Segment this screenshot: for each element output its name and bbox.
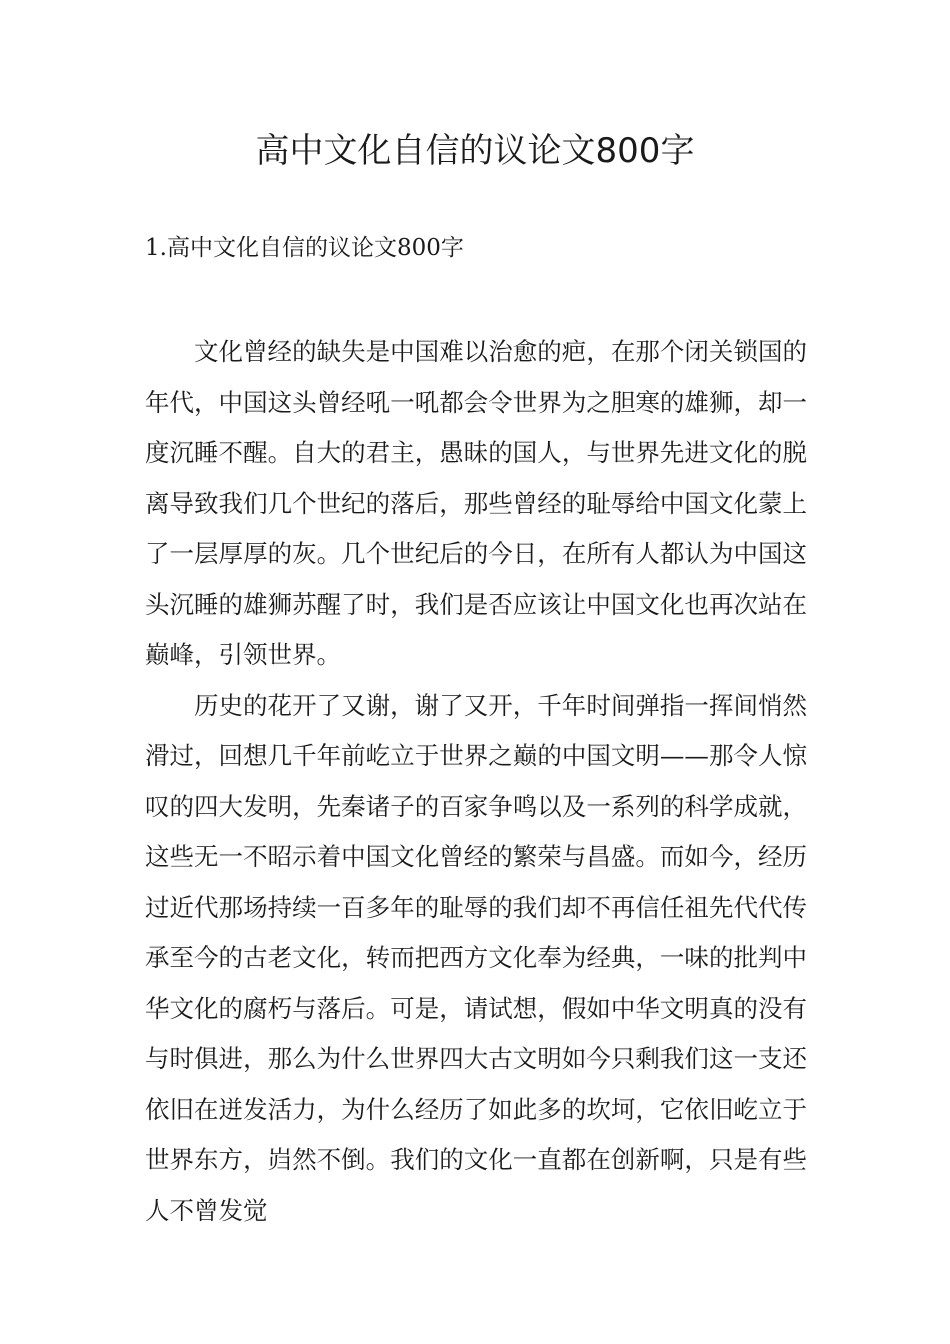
paragraph-1: 文化曾经的缺失是中国难以治愈的疤，在那个闭关锁国的年代，中国这头曾经吼一吼都会令世界为之胆寒的雄狮，却一度沉睡不醒。自大的君主，愚昧的国人，与世界先进文化的脱离导致我们几个世纪的落后，那些曾经的耻辱给中国文化蒙上了一层厚厚的灰。几个世纪后的今日，在所有人都认为中国这头沉睡的雄狮苏醒了时，我们是否应该让中国文化也再次站在巅峰，引领世界。 [145,337,807,669]
paragraph-2: 历史的花开了又谢，谢了又开，千年时间弹指一挥间悄然滑过，回想几千年前屹立于世界之巅的中国文明——那令人惊叹的四大发明，先秦诸子的百家争鸣以及一系列的科学成就，这些无一不昭示着中国文化曾经的繁荣与昌盛。而如今，经历过近代那场持续一百多年的耻辱的我们却不再信任祖先代代传承至今的古老文化，转而把西方文化奉为经典，一味的批判中华文化的腐朽与落后。可是，请试想，假如中华文明真的没有与时俱进，那么为什么世界四大古文明如今只剩我们这一支还依旧在迸发活力，为什么经历了如此多的坎坷，它依旧屹立于世界东方，岿然不倒。我们的文化一直都在创新啊，只是有些人不曾发觉 [145,690,807,1225]
document-title: 高中文化自信的议论文800字 [255,131,695,171]
document-body [145,327,807,1236]
section-heading: 1.高中文化自信的议论文800字 [145,235,464,261]
